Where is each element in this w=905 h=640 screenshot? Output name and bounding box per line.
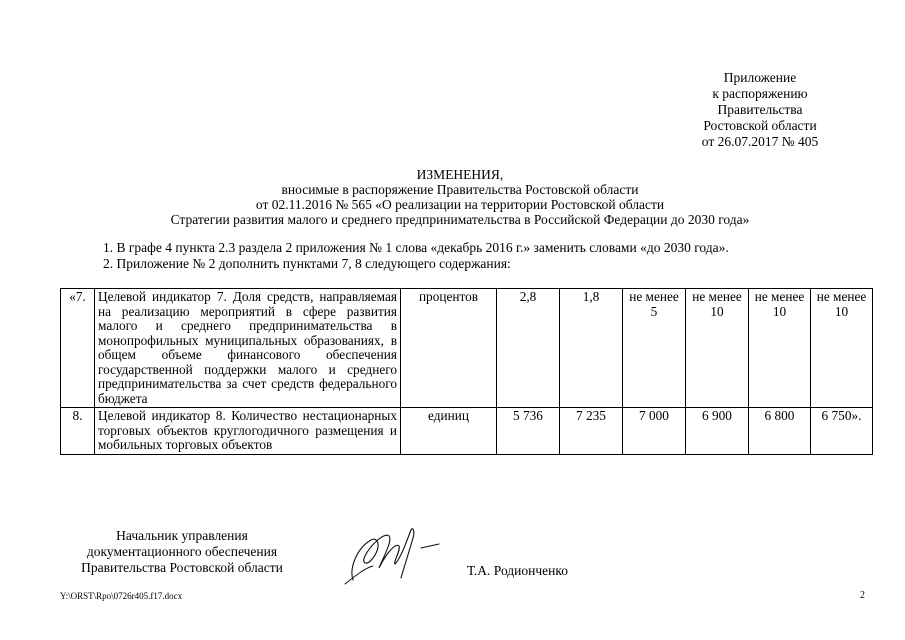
- title-line: от 02.11.2016 № 565 «О реализации на территории Ростовской области: [255, 197, 665, 212]
- row-value: 5 736: [497, 408, 560, 455]
- position-line: документационного обеспечения: [86, 544, 278, 559]
- appendix-line: к распоряжению: [712, 86, 808, 101]
- appendix-line: от 26.07.2017 № 405: [701, 134, 819, 149]
- position-line: Правительства Ростовской области: [81, 560, 283, 575]
- row-value: 6 900: [686, 408, 749, 455]
- row-value: 1,8: [560, 289, 623, 408]
- row-value: 7 235: [560, 408, 623, 455]
- row-description: Целевой индикатор 8. Количество нестационарных торговых объектов круглогодичного размещения и мобильных торговых объектов: [95, 408, 401, 455]
- row-unit: единиц: [401, 408, 497, 455]
- row-description: Целевой индикатор 7. Доля средств, направляемая на реализацию мероприятий в сфере развития малого и среднего предпринимательства в монопрофильных муниципальных образованиях, в общем объеме финансового обеспечения государственной поддержки малого и среднего предпринимательства за счет средств федерального бюджета: [95, 289, 401, 408]
- change-points: [103, 240, 729, 272]
- appendix-line: Правительства: [717, 102, 803, 117]
- row-number: «7.: [61, 289, 95, 408]
- table-row: [61, 289, 873, 408]
- row-unit: процентов: [401, 289, 497, 408]
- row-value: не менее 10: [749, 289, 811, 408]
- signatory-position: [62, 528, 302, 576]
- changes-table: [60, 288, 873, 455]
- row-value: не менее 10: [686, 289, 749, 408]
- row-value: 6 800: [749, 408, 811, 455]
- row-value: 2,8: [497, 289, 560, 408]
- signatory-name: Т.А. Родионченко: [467, 563, 568, 578]
- row-value: не менее 10: [811, 289, 873, 408]
- row-value: 6 750».: [811, 408, 873, 455]
- handwritten-signature: [335, 518, 445, 588]
- point-2: 2. Приложение № 2 дополнить пунктами 7, 8 следующего содержания:: [103, 256, 511, 271]
- page-number: 2: [860, 590, 865, 601]
- title-line: вносимые в распоряжение Правительства Ростовской области: [281, 182, 639, 197]
- appendix-header: [660, 70, 860, 150]
- row-value: не менее 5: [623, 289, 686, 408]
- row-number: 8.: [61, 408, 95, 455]
- appendix-line: Приложение: [723, 70, 797, 85]
- point-1: 1. В графе 4 пункта 2.3 раздела 2 приложения № 1 слова «декабрь 2016 г.» заменить словами «до 2030 года».: [103, 240, 729, 255]
- title-main: ИЗМЕНЕНИЯ,: [416, 167, 504, 182]
- title-line: Стратегии развития малого и среднего предпринимательства в Российской Федерации до 2030 года»: [170, 212, 750, 227]
- table-row: [61, 408, 873, 455]
- document-title: [40, 167, 880, 227]
- position-line: Начальник управления: [116, 528, 248, 543]
- appendix-line: Ростовской области: [703, 118, 817, 133]
- file-path: Y:\ORST\Rpo\0726r405.f17.docx: [60, 591, 183, 601]
- row-value: 7 000: [623, 408, 686, 455]
